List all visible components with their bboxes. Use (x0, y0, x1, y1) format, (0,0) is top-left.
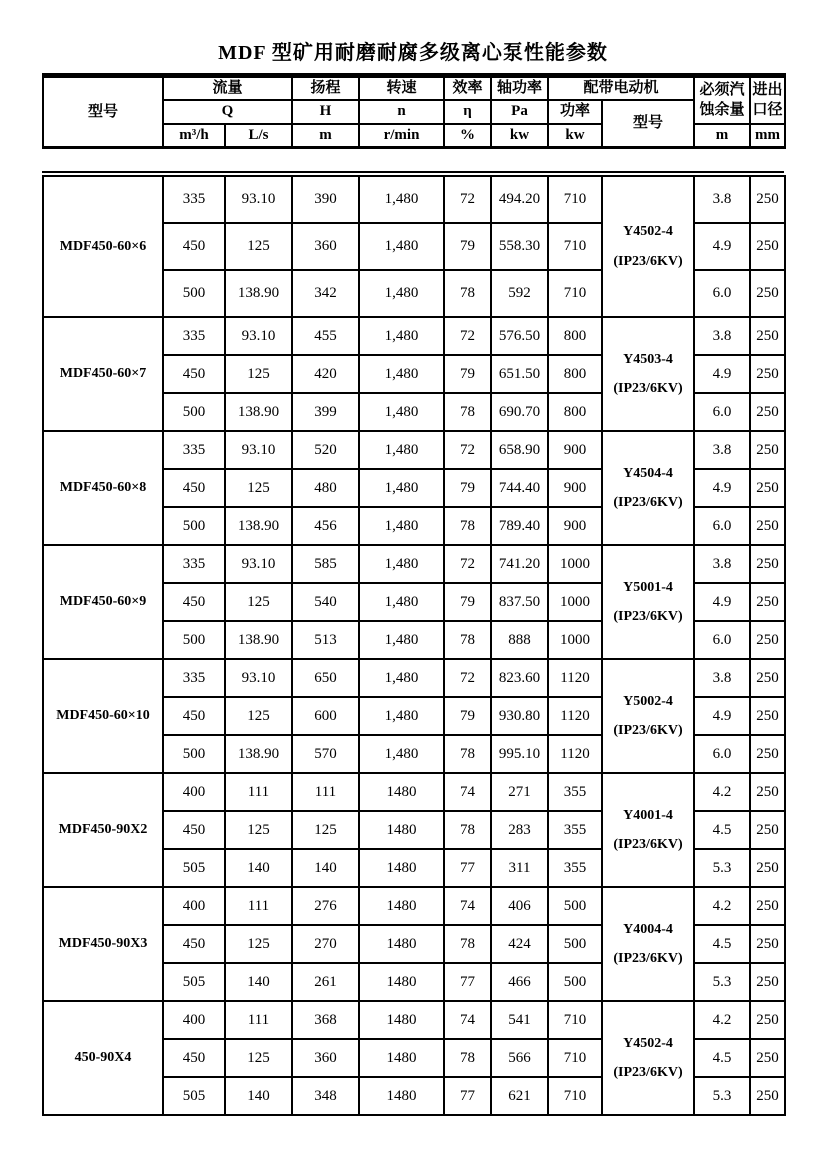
cell-motor-power: 1000 (548, 621, 602, 659)
cell-speed: 1,480 (359, 659, 444, 697)
header-flow: 流量 (163, 76, 292, 100)
cell-shaft-power: 424 (491, 925, 548, 963)
cell-npsh: 3.8 (694, 659, 750, 697)
cell-efficiency: 74 (444, 887, 491, 925)
cell-npsh: 4.5 (694, 925, 750, 963)
cell-npsh: 6.0 (694, 270, 750, 317)
cell-pump-model: MDF450-60×8 (43, 431, 163, 545)
cell-speed: 1,480 (359, 583, 444, 621)
cell-speed: 1480 (359, 1039, 444, 1077)
cell-head: 261 (292, 963, 359, 1001)
cell-head: 480 (292, 469, 359, 507)
cell-flow-m3h: 450 (163, 583, 225, 621)
cell-motor-power: 355 (548, 849, 602, 887)
motor-model-number: Y5001-4 (623, 579, 673, 595)
cell-npsh: 3.8 (694, 545, 750, 583)
cell-speed: 1,480 (359, 355, 444, 393)
header-head: 扬程 (292, 76, 359, 100)
cell-speed: 1480 (359, 773, 444, 811)
cell-efficiency: 79 (444, 355, 491, 393)
cell-head: 420 (292, 355, 359, 393)
cell-efficiency: 74 (444, 773, 491, 811)
cell-motor-power: 1000 (548, 545, 602, 583)
motor-model-spec: (IP23/6KV) (613, 495, 683, 510)
cell-flow-m3h: 450 (163, 355, 225, 393)
cell-motor-power: 900 (548, 507, 602, 545)
cell-efficiency: 72 (444, 431, 491, 469)
cell-efficiency: 72 (444, 317, 491, 355)
header-motor: 配带电动机 (548, 76, 694, 100)
header-npsh (694, 76, 750, 124)
table-row (43, 659, 785, 697)
cell-port: 250 (750, 583, 785, 621)
cell-head: 513 (292, 621, 359, 659)
cell-shaft-power: 311 (491, 849, 548, 887)
cell-head: 368 (292, 1001, 359, 1039)
motor-model-spec: (IP23/6KV) (613, 951, 683, 966)
cell-efficiency: 77 (444, 849, 491, 887)
cell-flow-m3h: 500 (163, 507, 225, 545)
header-port-line1: 进出 (752, 82, 783, 98)
cell-efficiency: 78 (444, 270, 491, 317)
cell-flow-ls: 125 (225, 811, 292, 849)
cell-shaft-power: 466 (491, 963, 548, 1001)
cell-motor-power: 710 (548, 1077, 602, 1115)
cell-flow-m3h: 400 (163, 887, 225, 925)
cell-motor-power: 900 (548, 469, 602, 507)
cell-motor-power: 900 (548, 431, 602, 469)
cell-flow-ls: 125 (225, 583, 292, 621)
cell-npsh: 4.2 (694, 1001, 750, 1039)
cell-port: 250 (750, 176, 785, 223)
cell-motor-power: 500 (548, 925, 602, 963)
cell-flow-m3h: 335 (163, 545, 225, 583)
cell-efficiency: 74 (444, 1001, 491, 1039)
motor-model-spec: (IP23/6KV) (613, 253, 683, 269)
cell-shaft-power: 888 (491, 621, 548, 659)
cell-shaft-power: 995.10 (491, 735, 548, 773)
cell-shaft-power: 837.50 (491, 583, 548, 621)
cell-motor-power: 1120 (548, 697, 602, 735)
cell-flow-m3h: 505 (163, 1077, 225, 1115)
header-motor-power-unit: kw (548, 124, 602, 148)
cell-flow-ls: 138.90 (225, 735, 292, 773)
cell-port: 250 (750, 1001, 785, 1039)
cell-port: 250 (750, 697, 785, 735)
cell-head: 270 (292, 925, 359, 963)
cell-pump-model: MDF450-60×7 (43, 317, 163, 431)
cell-port: 250 (750, 1077, 785, 1115)
cell-port: 250 (750, 963, 785, 1001)
cell-flow-m3h: 500 (163, 621, 225, 659)
cell-efficiency: 77 (444, 1077, 491, 1115)
cell-speed: 1,480 (359, 621, 444, 659)
cell-shaft-power: 541 (491, 1001, 548, 1039)
cell-speed: 1480 (359, 963, 444, 1001)
cell-motor-power: 500 (548, 887, 602, 925)
cell-pump-model: MDF450-90X2 (43, 773, 163, 887)
cell-port: 250 (750, 431, 785, 469)
cell-flow-m3h: 450 (163, 811, 225, 849)
motor-model-spec: (IP23/6KV) (613, 1065, 683, 1080)
cell-npsh: 6.0 (694, 393, 750, 431)
header-shaft-power-unit: kw (491, 124, 548, 148)
cell-speed: 1,480 (359, 735, 444, 773)
cell-motor-model (602, 1001, 694, 1115)
motor-model-spec: (IP23/6KV) (613, 723, 683, 738)
cell-efficiency: 78 (444, 925, 491, 963)
header-flow-unit-m3h: m³/h (163, 124, 225, 148)
cell-flow-ls: 111 (225, 887, 292, 925)
cell-flow-ls: 125 (225, 223, 292, 270)
header-motor-power: 功率 (548, 100, 602, 124)
cell-flow-m3h: 450 (163, 1039, 225, 1077)
motor-model-number: Y4502-4 (623, 224, 673, 240)
motor-model-number: Y4001-4 (623, 807, 673, 823)
cell-flow-m3h: 335 (163, 431, 225, 469)
cell-head: 276 (292, 887, 359, 925)
tables-container (42, 73, 784, 1116)
cell-npsh: 5.3 (694, 963, 750, 1001)
cell-shaft-power: 930.80 (491, 697, 548, 735)
motor-model-spec: (IP23/6KV) (613, 381, 683, 396)
cell-efficiency: 72 (444, 176, 491, 223)
cell-speed: 1,480 (359, 393, 444, 431)
motor-model-number: Y4504-4 (623, 465, 673, 481)
cell-speed: 1480 (359, 1077, 444, 1115)
header-model: 型号 (43, 76, 163, 148)
cell-flow-m3h: 450 (163, 925, 225, 963)
cell-flow-ls: 140 (225, 849, 292, 887)
cell-efficiency: 78 (444, 507, 491, 545)
cell-shaft-power: 690.70 (491, 393, 548, 431)
cell-speed: 1,480 (359, 507, 444, 545)
cell-flow-ls: 93.10 (225, 545, 292, 583)
cell-port: 250 (750, 887, 785, 925)
cell-motor-power: 800 (548, 317, 602, 355)
cell-efficiency: 78 (444, 811, 491, 849)
header-efficiency: 效率 (444, 76, 491, 100)
cell-flow-ls: 138.90 (225, 621, 292, 659)
cell-motor-power: 1000 (548, 583, 602, 621)
cell-flow-m3h: 400 (163, 773, 225, 811)
cell-flow-ls: 125 (225, 1039, 292, 1077)
cell-speed: 1,480 (359, 469, 444, 507)
header-speed-symbol: n (359, 100, 444, 124)
cell-flow-m3h: 500 (163, 270, 225, 317)
cell-shaft-power: 406 (491, 887, 548, 925)
cell-flow-ls: 93.10 (225, 176, 292, 223)
cell-port: 250 (750, 270, 785, 317)
cell-flow-m3h: 505 (163, 849, 225, 887)
cell-flow-m3h: 505 (163, 963, 225, 1001)
cell-pump-model: 450-90X4 (43, 1001, 163, 1115)
header-speed-unit: r/min (359, 124, 444, 148)
cell-npsh: 3.8 (694, 176, 750, 223)
cell-motor-power: 710 (548, 176, 602, 223)
cell-npsh: 4.9 (694, 697, 750, 735)
cell-motor-power: 710 (548, 270, 602, 317)
cell-flow-ls: 138.90 (225, 507, 292, 545)
cell-flow-ls: 125 (225, 355, 292, 393)
header-port-unit: mm (750, 124, 785, 148)
cell-port: 250 (750, 393, 785, 431)
cell-port: 250 (750, 355, 785, 393)
header-shaft-power: 轴功率 (491, 76, 548, 100)
cell-motor-power: 800 (548, 355, 602, 393)
cell-port: 250 (750, 223, 785, 270)
cell-port: 250 (750, 1039, 785, 1077)
header-flow-symbol: Q (163, 100, 292, 124)
cell-pump-model: MDF450-60×6 (43, 176, 163, 317)
cell-head: 390 (292, 176, 359, 223)
cell-speed: 1480 (359, 811, 444, 849)
cell-port: 250 (750, 659, 785, 697)
cell-pump-model: MDF450-90X3 (43, 887, 163, 1001)
cell-npsh: 6.0 (694, 621, 750, 659)
motor-model-number: Y5002-4 (623, 693, 673, 709)
motor-model-spec: (IP23/6KV) (613, 837, 683, 852)
motor-model-number: Y4503-4 (623, 351, 673, 367)
cell-head: 455 (292, 317, 359, 355)
cell-head: 520 (292, 431, 359, 469)
cell-flow-m3h: 400 (163, 1001, 225, 1039)
cell-motor-power: 1120 (548, 659, 602, 697)
cell-head: 540 (292, 583, 359, 621)
cell-port: 250 (750, 545, 785, 583)
cell-head: 360 (292, 1039, 359, 1077)
header-motor-model: 型号 (602, 100, 694, 148)
cell-npsh: 4.5 (694, 811, 750, 849)
cell-npsh: 3.8 (694, 431, 750, 469)
header-speed: 转速 (359, 76, 444, 100)
cell-npsh: 4.2 (694, 773, 750, 811)
header-npsh-unit: m (694, 124, 750, 148)
cell-port: 250 (750, 317, 785, 355)
cell-motor-model (602, 887, 694, 1001)
cell-flow-ls: 93.10 (225, 659, 292, 697)
cell-efficiency: 78 (444, 1039, 491, 1077)
cell-efficiency: 78 (444, 735, 491, 773)
cell-head: 360 (292, 223, 359, 270)
table-row (43, 887, 785, 925)
page-title: MDF 型矿用耐磨耐腐多级离心泵性能参数 (218, 42, 608, 64)
header-head-unit: m (292, 124, 359, 148)
cell-motor-power: 800 (548, 393, 602, 431)
cell-port: 250 (750, 621, 785, 659)
cell-efficiency: 79 (444, 469, 491, 507)
cell-speed: 1,480 (359, 431, 444, 469)
cell-efficiency: 78 (444, 393, 491, 431)
cell-motor-power: 500 (548, 963, 602, 1001)
cell-efficiency: 79 (444, 583, 491, 621)
cell-motor-model (602, 773, 694, 887)
cell-speed: 1480 (359, 887, 444, 925)
header-row-labels (43, 76, 785, 100)
cell-head: 140 (292, 849, 359, 887)
cell-head: 348 (292, 1077, 359, 1115)
cell-port: 250 (750, 811, 785, 849)
cell-speed: 1,480 (359, 223, 444, 270)
cell-flow-ls: 111 (225, 1001, 292, 1039)
header-head-symbol: H (292, 100, 359, 124)
cell-motor-model (602, 431, 694, 545)
cell-motor-power: 355 (548, 773, 602, 811)
cell-motor-power: 710 (548, 1001, 602, 1039)
cell-head: 125 (292, 811, 359, 849)
cell-flow-ls: 93.10 (225, 317, 292, 355)
cell-shaft-power: 271 (491, 773, 548, 811)
cell-flow-m3h: 450 (163, 697, 225, 735)
cell-motor-model (602, 659, 694, 773)
cell-flow-m3h: 450 (163, 469, 225, 507)
cell-speed: 1,480 (359, 270, 444, 317)
header-flow-unit-ls: L/s (225, 124, 292, 148)
cell-pump-model: MDF450-60×10 (43, 659, 163, 773)
cell-shaft-power: 566 (491, 1039, 548, 1077)
cell-port: 250 (750, 735, 785, 773)
cell-flow-m3h: 335 (163, 176, 225, 223)
cell-flow-m3h: 500 (163, 393, 225, 431)
parameters-header-table (42, 73, 786, 149)
cell-port: 250 (750, 773, 785, 811)
cell-npsh: 4.9 (694, 355, 750, 393)
cell-head: 456 (292, 507, 359, 545)
cell-flow-ls: 140 (225, 1077, 292, 1115)
cell-flow-ls: 111 (225, 773, 292, 811)
cell-head: 600 (292, 697, 359, 735)
cell-flow-ls: 138.90 (225, 393, 292, 431)
cell-flow-ls: 125 (225, 469, 292, 507)
cell-shaft-power: 744.40 (491, 469, 548, 507)
table-row (43, 1001, 785, 1039)
parameters-body-table (42, 175, 786, 1116)
cell-flow-m3h: 450 (163, 223, 225, 270)
cell-shaft-power: 558.30 (491, 223, 548, 270)
motor-model-spec: (IP23/6KV) (613, 609, 683, 624)
cell-port: 250 (750, 849, 785, 887)
cell-efficiency: 72 (444, 545, 491, 583)
cell-npsh: 4.9 (694, 223, 750, 270)
cell-pump-model: MDF450-60×9 (43, 545, 163, 659)
cell-speed: 1480 (359, 849, 444, 887)
cell-npsh: 4.2 (694, 887, 750, 925)
cell-port: 250 (750, 469, 785, 507)
cell-efficiency: 78 (444, 621, 491, 659)
header-npsh-line2: 蚀余量 (699, 102, 745, 119)
cell-speed: 1,480 (359, 317, 444, 355)
cell-shaft-power: 576.50 (491, 317, 548, 355)
cell-motor-power: 1120 (548, 735, 602, 773)
cell-head: 111 (292, 773, 359, 811)
cell-npsh: 4.9 (694, 469, 750, 507)
cell-speed: 1480 (359, 1001, 444, 1039)
cell-speed: 1,480 (359, 176, 444, 223)
cell-motor-power: 710 (548, 223, 602, 270)
cell-port: 250 (750, 925, 785, 963)
cell-head: 399 (292, 393, 359, 431)
cell-efficiency: 77 (444, 963, 491, 1001)
cell-head: 650 (292, 659, 359, 697)
cell-npsh: 6.0 (694, 507, 750, 545)
cell-npsh: 5.3 (694, 849, 750, 887)
table-row (43, 317, 785, 355)
cell-efficiency: 79 (444, 697, 491, 735)
cell-shaft-power: 789.40 (491, 507, 548, 545)
header-port-line2: 口径 (752, 102, 783, 119)
cell-motor-power: 710 (548, 1039, 602, 1077)
motor-model-number: Y4502-4 (623, 1035, 673, 1051)
cell-shaft-power: 592 (491, 270, 548, 317)
table-row (43, 431, 785, 469)
cell-speed: 1,480 (359, 697, 444, 735)
cell-flow-m3h: 335 (163, 317, 225, 355)
header-efficiency-unit: % (444, 124, 491, 148)
cell-flow-ls: 93.10 (225, 431, 292, 469)
cell-speed: 1,480 (359, 545, 444, 583)
cell-npsh: 4.5 (694, 1039, 750, 1077)
table-row (43, 176, 785, 223)
cell-flow-ls: 125 (225, 697, 292, 735)
header-port (750, 76, 785, 124)
cell-shaft-power: 741.20 (491, 545, 548, 583)
cell-shaft-power: 283 (491, 811, 548, 849)
cell-npsh: 5.3 (694, 1077, 750, 1115)
cell-efficiency: 79 (444, 223, 491, 270)
cell-motor-power: 355 (548, 811, 602, 849)
cell-motor-model (602, 176, 694, 317)
cell-head: 570 (292, 735, 359, 773)
cell-motor-model (602, 545, 694, 659)
cell-head: 342 (292, 270, 359, 317)
table-row (43, 545, 785, 583)
cell-shaft-power: 621 (491, 1077, 548, 1115)
body-rows (43, 176, 785, 1115)
cell-flow-m3h: 335 (163, 659, 225, 697)
motor-model-number: Y4004-4 (623, 921, 673, 937)
cell-port: 250 (750, 507, 785, 545)
cell-head: 585 (292, 545, 359, 583)
cell-efficiency: 72 (444, 659, 491, 697)
cell-shaft-power: 651.50 (491, 355, 548, 393)
cell-shaft-power: 823.60 (491, 659, 548, 697)
cell-flow-ls: 140 (225, 963, 292, 1001)
header-npsh-line1: 必须汽 (699, 82, 745, 98)
cell-shaft-power: 658.90 (491, 431, 548, 469)
cell-npsh: 3.8 (694, 317, 750, 355)
cell-npsh: 4.9 (694, 583, 750, 621)
header-efficiency-symbol: η (444, 100, 491, 124)
cell-speed: 1480 (359, 925, 444, 963)
cell-flow-ls: 138.90 (225, 270, 292, 317)
cell-motor-model (602, 317, 694, 431)
cell-npsh: 6.0 (694, 735, 750, 773)
cell-flow-m3h: 500 (163, 735, 225, 773)
header-shaft-power-symbol: Pa (491, 100, 548, 124)
table-row (43, 773, 785, 811)
cell-flow-ls: 125 (225, 925, 292, 963)
cell-shaft-power: 494.20 (491, 176, 548, 223)
